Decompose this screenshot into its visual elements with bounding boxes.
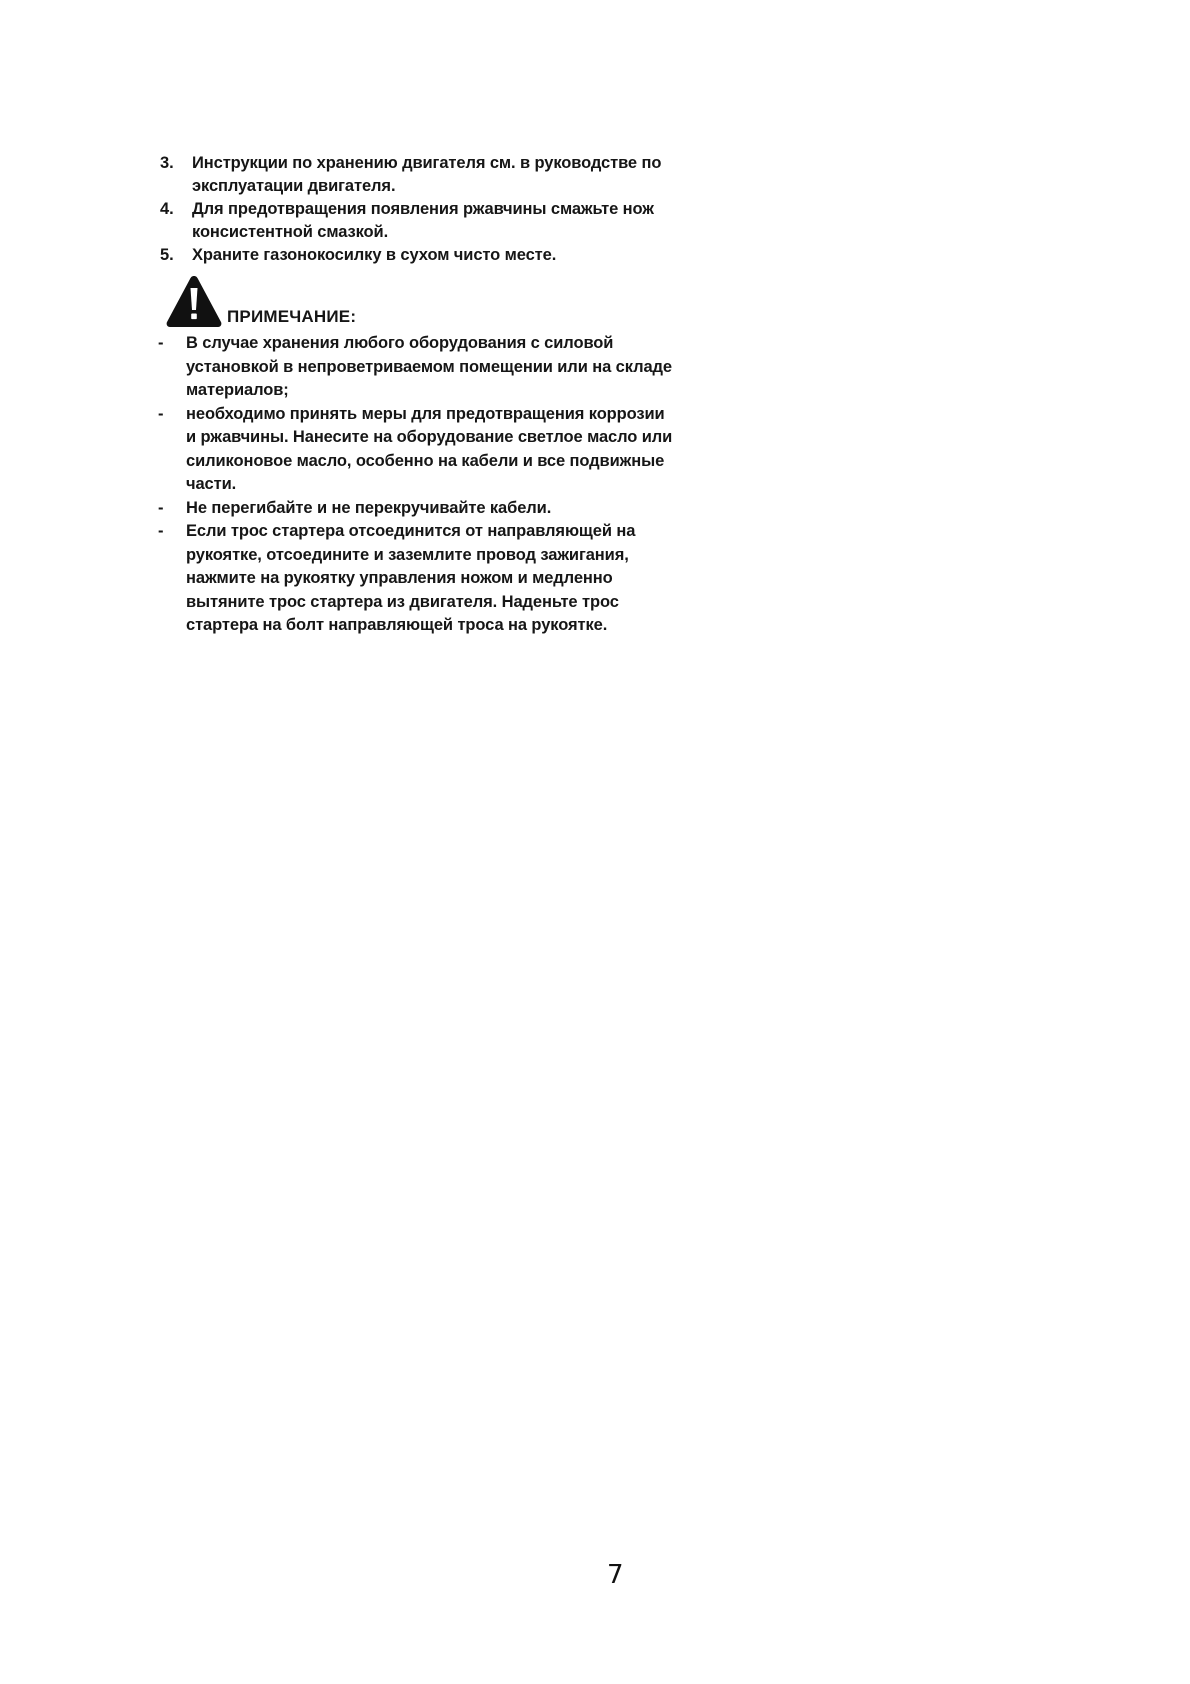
list-item — [158, 520, 678, 638]
storage-instructions-list — [160, 152, 680, 267]
note-header — [165, 274, 565, 330]
note-items-list — [158, 332, 678, 638]
list-marker: - — [158, 404, 164, 423]
list-marker: - — [158, 522, 164, 540]
item-number: 3. — [160, 154, 174, 172]
item-text: Инструкции по хранению двигателя см. в руководстве по эксплуатации двигателя. — [192, 154, 662, 195]
list-item — [158, 497, 678, 521]
item-text: В случае хранения любого оборудования с силовой установкой в непроветриваемом помещении или на складе материалов; — [186, 334, 672, 399]
item-text: Если трос стартера отсоединится от направляющей на рукоятке, отсоедините и заземлите провод зажигания, нажмите на рукоятку управления ножом и медленно вытяните трос стартера из двигателя. Наденьте трос стартера на болт направляющей троса на рукоятке. — [186, 522, 636, 634]
item-text: необходимо принять меры для предотвращения коррозии и ржавчины. Нанесите на оборудование светлое масло или силиконовое масло, особенно на кабели и все подвижные части. — [186, 404, 673, 493]
list-item — [160, 244, 680, 267]
list-item — [158, 403, 678, 497]
item-text: Для предотвращения появления ржавчины смажьте нож консистентной смазкой. — [192, 200, 654, 241]
item-number: 4. — [160, 200, 174, 218]
warning-triangle-icon — [165, 274, 223, 328]
item-text: Не перегибайте и не перекручивайте кабели. — [186, 498, 552, 517]
list-item — [160, 152, 680, 198]
note-title: ПРИМЕЧАНИЕ: — [227, 307, 357, 326]
list-marker: - — [158, 334, 164, 352]
item-text: Храните газонокосилку в сухом чисто месте. — [192, 246, 557, 264]
page-number: 7 — [607, 1560, 624, 1590]
list-item — [160, 198, 680, 244]
list-item — [158, 332, 678, 403]
list-marker: - — [158, 498, 164, 517]
item-number: 5. — [160, 246, 174, 264]
